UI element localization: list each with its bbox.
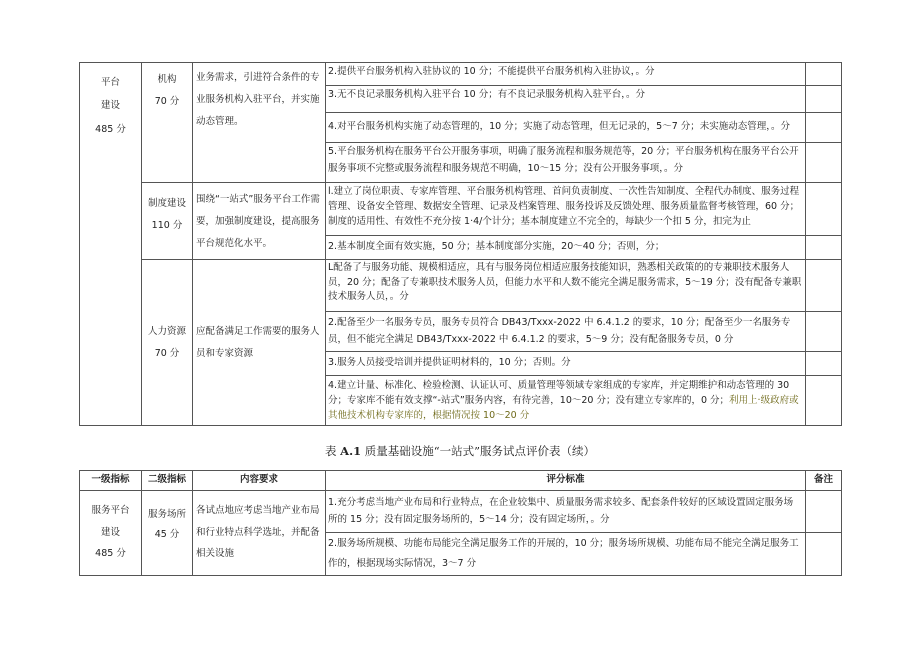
column-header: 一级指标 [80,471,142,491]
remark-cell [806,532,842,575]
evaluation-table-upper [79,62,842,426]
content-cell: 应配备满足工作需要的服务人员和专家资源 [193,260,326,426]
remark-cell [806,312,842,352]
level2-line: 70 分 [154,95,180,107]
level2-line: 110 分 [151,219,183,231]
remark-cell [806,113,842,143]
level2-cell [142,63,193,183]
table-caption [0,441,920,461]
caption-id: A.1 [340,444,362,458]
criteria-cell: l.建立了岗位职责、专家库管理、平台服务机构管理、首问负责制度、一次性告知制度、全程代办制度、服务过程管理、设备安全管理、数据安全管理、记录及档案管理、服务投诉及反馈处理、服务质量监督考核管理，60 分；制度的适用性、有效性不充分按 1·4/个计分；基本制度建立不完全的，每缺少一个扣 5 分，扣完为止 [326,183,806,236]
criteria-cell: 4.对平台服务机构实施了动态管理的，10 分；实施了动态管理，但无记录的，5〜7 分；未实施动态管理，。分 [326,113,806,143]
level2-line: 制度建设 [147,198,186,209]
level1-cell [80,490,142,575]
level1-line: 485 分 [95,548,126,560]
level1-line: 平台 [100,77,120,88]
level2-line: 70 分 [154,347,180,359]
level2-line: 服务场所 [147,508,186,520]
level1-line: 服务平台 [91,504,130,516]
column-header: 二级指标 [142,471,193,491]
criteria-note: 利用上·级政府或其他技术机构专家库的，根据情况按 10〜20 分 [328,394,799,422]
criteria-text: 4.建立计量、标准化、检验检测、认证认可、质量管理等领域专家组成的专家库，并定期维护和动态管理的 30 分；专家库不能有效支撑“-站式”服务内容，有待完善，10〜20 分；没有建立专家库的，0 分； [328,379,790,406]
criteria-cell: L配备了与服务功能、规模相适应，具有与服务岗位相适应服务技能知识，熟悉相关政策的的专兼职技术服务人员，20 分；配备了专兼职技术服务人员，但能力水平和人数不能完全满足服务需求，5〜19 分；没有配备专兼职技术服务人员，。分 [326,260,806,312]
level2-line: 人力资源 [147,325,186,337]
remark-cell [806,86,842,113]
column-header: 备注 [806,471,842,491]
criteria-cell: 2.服务场所规模、功能布局能完全满足服务工作的开展的，10 分；服务场所规模、功能布局不能完全满足服务工作的，根据现场实际情况，3〜7 分 [326,532,806,575]
level1-cell [80,63,142,426]
remark-cell [806,236,842,260]
remark-cell [806,63,842,86]
remark-cell [806,376,842,426]
level1-line: 485 分 [95,123,126,135]
criteria-cell: 2.基本制度全面有效实施，50 分；基本制度部分实施，20〜40 分；否则，分； [326,236,806,260]
level2-cell [142,260,193,426]
criteria-cell: 5.平台服务机构在服务平台公开服务事项，明确了服务流程和服务规范等，20 分；平台服务机构在服务平台公开服务事项不完整或服务流程和服务规范不明确，10〜15 分；没有公开服务事项，。分 [326,143,806,183]
level2-cell [142,490,193,575]
remark-cell [806,490,842,532]
level2-cell [142,183,193,260]
level1-line: 建设 [100,100,120,112]
column-header: 内容要求 [193,471,326,491]
content-cell: 围绕“一站式”服务平台工作需要，加强制度建设，提高服务平台规范化水平。 [193,183,326,260]
remark-cell [806,260,842,312]
criteria-cell: 1.充分考虑当地产业布局和行业特点，在企业较集中、质量服务需求较多、配套条件较好的区域设置固定服务场所的 15 分；没有固定服务场所的，5〜14 分；没有固定场所，。分 [326,490,806,532]
criteria-cell: 2.配备至少一名服务专员，服务专员符合 DB43/Txxx-2022 中 6.4.1.2 的要求，10 分；配备至少一名服务专员，但不能完全满足 DB43/Txxx-2022 中 6.4.1.2 的要求，5〜9 分；没有配备服务专员，0 分 [326,312,806,352]
criteria-cell: 2.提供平台服务机构入驻协议的 10 分；不能提供平台服务机构入驻协议，。分 [326,63,806,86]
criteria-cell [326,376,806,426]
content-cell: 各试点地应考虑当地产业布局和行业特点科学选址，并配备相关设施 [193,490,326,575]
evaluation-table-lower [79,470,842,576]
column-header: 评分标准 [326,471,806,491]
level2-line: 机构 [157,74,177,85]
criteria-cell: 3.服务人员接受培训并提供证明材料的，10 分；否则。分 [326,352,806,376]
content-cell: 业务需求，引进符合条件的专业服务机构入驻平台，并实施动态管理。 [193,63,326,183]
level2-line: 45 分 [154,528,180,540]
level1-line: 建设 [100,526,120,538]
remark-cell [806,352,842,376]
criteria-cell: 3.无不良记录服务机构入驻平台 10 分；有不良记录服务机构入驻平台，。分 [326,86,806,113]
remark-cell [806,183,842,236]
caption-text: 质量基础设施“一站式”服务试点评价表（续） [361,444,595,458]
remark-cell [806,143,842,183]
caption-prefix: 表 [324,444,341,458]
